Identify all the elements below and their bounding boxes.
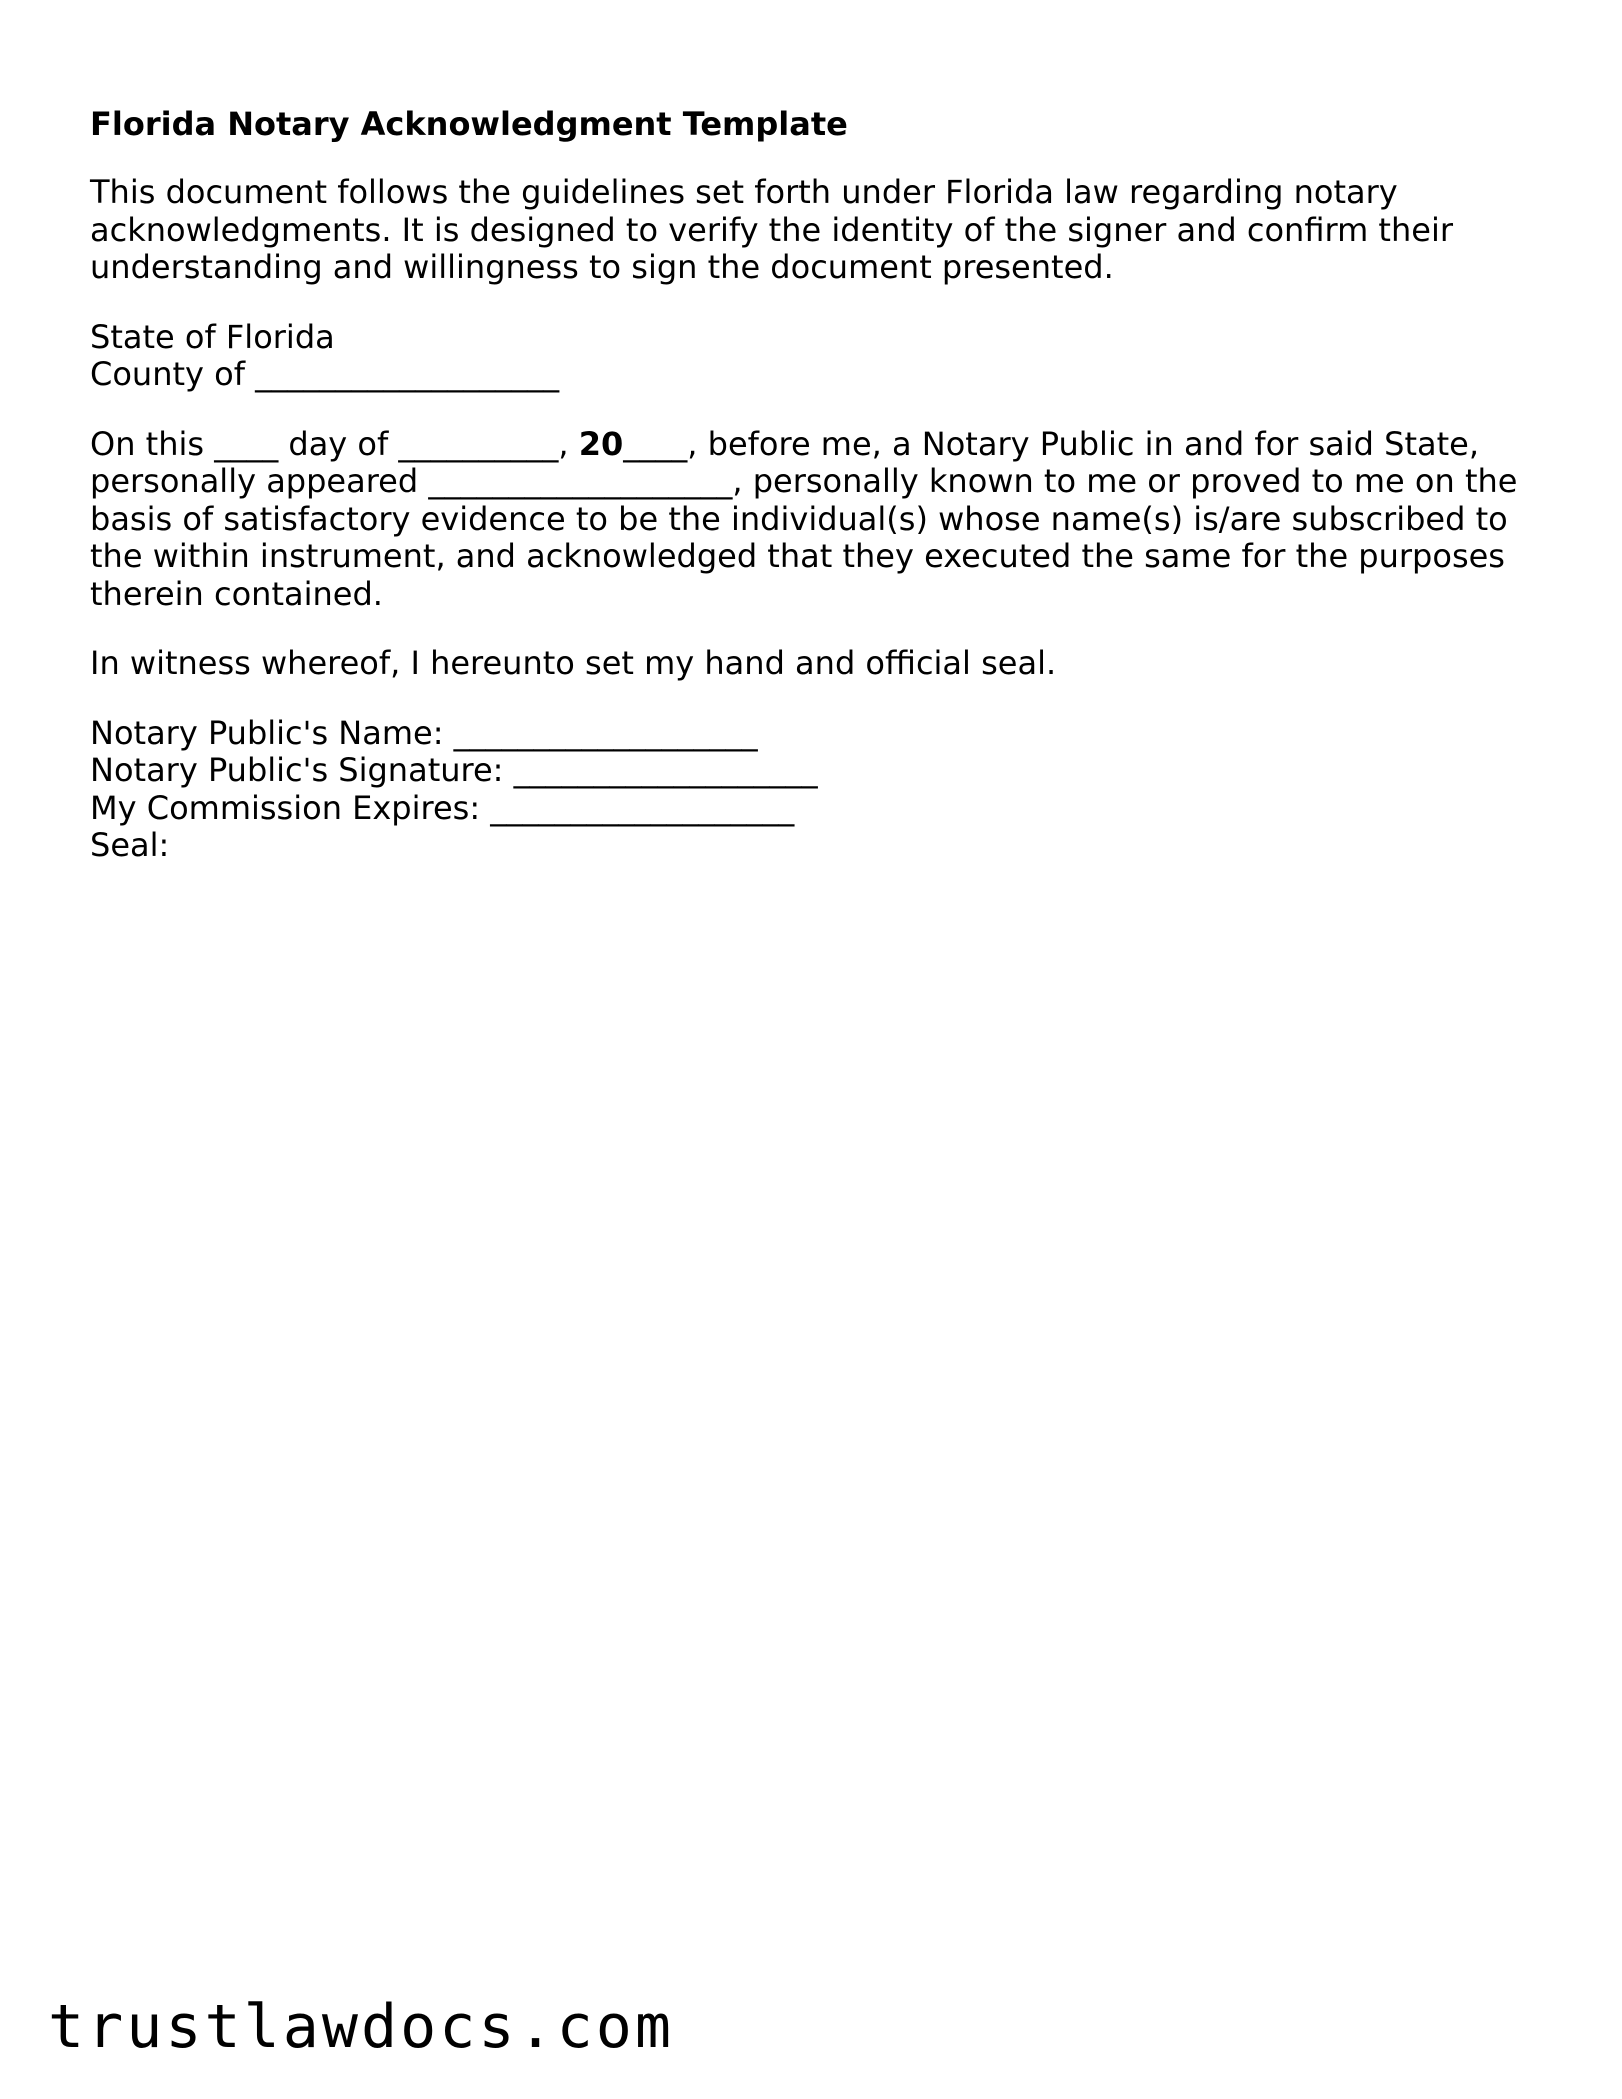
footer-watermark: trustlawdocs.com	[48, 1992, 674, 2062]
venue-state: State of Florida	[90, 317, 335, 356]
acknowledgment-line-1	[90, 426, 1550, 464]
intro-paragraph	[90, 174, 1550, 287]
date-text-cont: ____, before me, a Notary Public in and for said State,	[623, 424, 1480, 463]
notary-name-field: Notary Public's Name: ___________________	[90, 713, 758, 752]
intro-line: This document follows the guidelines set forth under Florida law regarding notary	[90, 173, 1398, 211]
date-text: On this ____ day of __________,	[90, 424, 579, 463]
witness-line: In witness whereof, I hereunto set my hand and official seal.	[90, 644, 1057, 682]
acknowledgment-line-5: therein contained.	[90, 574, 383, 613]
intro-line: understanding and willingness to sign the document presented.	[90, 248, 1114, 286]
seal-field: Seal:	[90, 826, 170, 864]
document-title: Florida Notary Acknowledgment Template	[90, 105, 848, 143]
venue-county: County of ___________________	[90, 355, 560, 393]
venue-block	[90, 319, 1550, 394]
acknowledgment-line-2: personally appeared ___________________, personally known to me or proved to me on the	[90, 462, 1518, 500]
year-prefix: 20	[578, 424, 624, 463]
signature-block	[90, 715, 1550, 865]
notary-signature-field: Notary Public's Signature: ___________________	[90, 751, 818, 789]
witness-statement	[90, 645, 1550, 683]
document-page	[90, 104, 1550, 897]
acknowledgment-paragraph	[90, 426, 1550, 614]
commission-expires-field: My Commission Expires: ___________________	[90, 788, 795, 827]
acknowledgment-line-4: the within instrument, and acknowledged that they executed the same for the purposes	[90, 537, 1505, 575]
intro-line: acknowledgments. It is designed to verify the identity of the signer and confirm their	[90, 210, 1453, 249]
acknowledgment-line-3: basis of satisfactory evidence to be the individual(s) whose name(s) is/are subscribed to	[90, 499, 1508, 538]
